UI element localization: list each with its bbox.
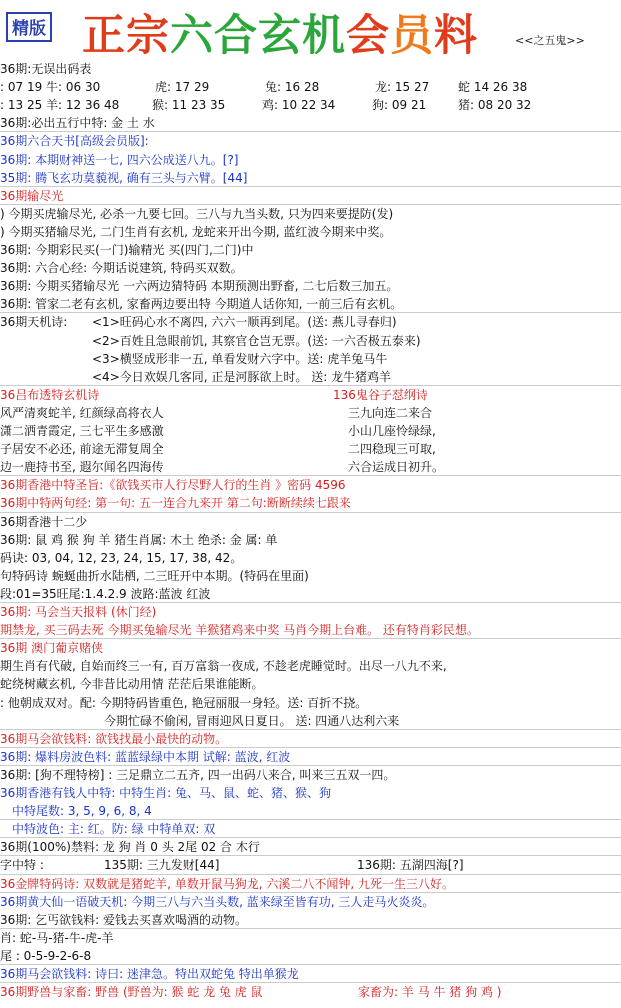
text-line [0,169,621,187]
text-segment: 中特波色: 主: 红。防: 绿 中特单双: 双 [12,822,216,837]
text-segment: 期禁龙, 买三码去死 今期买兔输尽光 羊猴猪鸡来中奖 马肖今期上台难。 还有特肖彩民想。 [0,623,479,638]
badge-label: 精版 [6,12,52,42]
text-line [0,386,621,404]
text-segment: 36期中特两句经: 第一句: 五一连合九来开 第二句:断断续续七跟来 [0,496,351,511]
text-line [0,404,621,422]
text-line [0,838,621,856]
text-line [0,78,621,96]
text-segment: 边一鹿持书至, 遐尔闻名四海传 [0,460,164,475]
text-line [0,259,621,277]
text-segment: <4>今日欢娱几客同, 正是河豚欲上时。 送: 龙牛猪鸡羊 [92,369,392,384]
text-segment: 鸡: 10 22 34 [262,98,336,113]
text-segment: 36期香港中特圣旨:《欲钱买市人行尽野人行的生肖 》密码 4596 [0,478,346,493]
text-line [0,494,621,512]
text-line [0,132,621,150]
text-segment: 句特码诗 蜿蜒曲折水陆栖, 二三旺开中本期。(特码在里面) [0,568,309,583]
divider [0,765,621,766]
text-segment: 36期: 马会当天报料 (休门经) [0,605,157,619]
text-line [0,875,621,893]
text-segment: 段:01=35旺尾:1.4.2.9 波路:蓝波 红波 [0,586,211,601]
text-line [0,440,621,458]
text-line [0,313,621,331]
divider [0,837,621,838]
title-char: 料 [434,11,478,61]
text-line [0,585,621,603]
text-segment: 36期: [狗不理特榜] : 三足鼎立二五齐, 四一出码八来合, 叫来三五双一四。 [0,767,396,782]
text-segment: 36期:必出五行中特: 金 土 水 [0,116,155,131]
text-line [0,675,621,693]
text-segment: 36期香港十二少 [0,514,88,529]
text-line [0,223,621,241]
text-line [0,187,621,205]
text-line [0,295,621,313]
text-segment: 36期天机诗: [0,315,68,330]
text-segment: 36期: 鼠 鸡 猴 狗 羊 猪生肖属: 木土 绝杀: 金 属: 单 [0,532,278,547]
text-segment: 尾 : 0-5-9-2-6-8 [0,948,92,963]
text-segment: 蛇 14 26 38 [458,80,528,95]
text-line [0,748,621,766]
divider [0,982,621,983]
text-line [0,368,621,386]
text-line [0,96,621,114]
text-segment: 子居安不必还, 前途无滞复周全 [0,442,164,457]
text-segment: 龙: 15 27 [375,80,430,95]
title-char: 正 [82,11,126,61]
text-segment: ) 今期买虎输尽光, 必杀一九要七回。三八与九当头数, 只为四来要提防(发) [0,206,394,221]
text-segment: 36期马会欲钱料: 欲钱找最小最快的动物。 [0,731,228,746]
divider [0,312,621,313]
text-segment: <3>横竖成形非一五, 单看发财六字中。送: 虎羊兔马牛 [92,351,388,366]
divider [0,874,621,875]
text-segment: : 13 25 羊: 12 36 48 [0,98,120,113]
text-line [0,241,621,259]
text-segment: 36期: 乞丐欲钱料: 爱钱去买喜欢喝酒的动物。 [0,912,247,927]
text-segment: 36期香港有钱人中特: 中特生肖: 兔、马、鼠、蛇、猪、猴、狗 [0,786,331,800]
text-line [0,802,621,820]
text-line [0,730,621,748]
text-line [0,820,621,838]
text-line [0,350,621,368]
text-segment: 期生肖有代破, 自始而终三一有, 百万富翁一夜成, 不趁老虎睡觉时。出尽一八九不来, [0,659,447,674]
text-segment: 35期: 腾飞玄功莫藐视, 确有三头与六臂。[44] [0,170,248,185]
text-line [0,911,621,929]
text-line [0,513,621,531]
text-segment: 36期: 今期彩民买(一门)输精光 买(四门,二门)中 [0,243,254,257]
text-segment: 36期黄大仙一语破天机: 今期三八与六当头数, 蓝来绿至皆有功, 三人走马火炎炎。 [0,894,435,909]
text-segment: 36期野兽与家畜: 野兽 (野兽为: 猴 蛇 龙 兔 虎 鼠 [0,985,263,1000]
text-line [0,603,621,621]
text-line [0,983,621,1001]
text-segment: 36期(100%)禁料: 龙 狗 肖 0 头 2尾 02 合 木行 [0,840,260,855]
divider [0,819,621,820]
text-segment: 中特尾数: 3, 5, 9, 6, 8, 4 [12,804,152,819]
divider [0,892,621,893]
text-line [0,893,621,911]
text-segment: 字中特 : [0,858,44,873]
text-line [0,712,621,730]
divider [0,855,621,856]
text-segment: 码诀: 03, 04, 12, 23, 24, 15, 17, 38, 42。 [0,550,243,565]
divider [0,204,621,205]
text-line [0,657,621,675]
text-segment: 三九向连二来合 [348,405,433,420]
title-char: 员 [390,11,434,61]
text-segment: 36期输尽光 [0,188,64,203]
text-line [0,422,621,440]
divider [0,964,621,965]
text-line [0,784,621,802]
text-segment: 虎: 17 29 [155,80,210,95]
text-segment: 狗: 09 21 [372,98,427,113]
divider [0,475,621,476]
divider [0,385,621,386]
text-segment: 36期马会欲钱料: 诗曰: 迷津急。特出双蛇兔 特出单猴龙 [0,967,299,981]
text-segment: 风严清爽蛇羊, 红颜绿高将衣人 [0,405,164,420]
text-line [0,60,621,78]
title-char: 合 [214,11,258,61]
text-line [0,458,621,476]
title-char: 玄 [258,11,302,61]
text-line [0,766,621,784]
text-line [0,114,621,132]
text-segment: ) 今期买猪输尽光, 二门生肖有玄机, 龙蛇来开出今期, 蓝红波今期来中奖。 [0,224,392,239]
text-segment: 36期: 今期买猪输尽光 一六两边猜特码 本期预测出野畜, 二七后数三加五。 [0,279,399,294]
text-segment: 36期:无误出码表 [0,62,92,76]
text-line [0,549,621,567]
divider [0,602,621,603]
text-segment: : 他朝成双对。配: 今期特码皆重色, 艳冠丽服一身轻。送: 百折不挠。 [0,695,368,710]
text-line [0,856,621,874]
author-label: <<之五鬼>> [515,34,585,47]
text-segment: 潇二洒青霞定, 三七平生多感激 [0,424,164,438]
divider [0,928,621,929]
text-segment: 蛇绕树藏玄机, 今非昔比动用情 茫茫后果谁能断。 [0,677,264,692]
text-segment: 136鬼谷子怼纲诗 [333,387,428,402]
title-char: 六 [170,11,214,61]
text-line [0,476,621,494]
text-segment: 36期: 爆料房波色料: 蓝蓝绿绿中本期 试解: 蓝波, 红波 [0,749,291,764]
text-segment: 二四稳现三可取, [348,442,436,457]
text-line [0,947,621,965]
text-segment: 家畜为: 羊 马 牛 猪 狗 鸡 ) [358,985,502,1000]
title-char: 会 [346,11,390,61]
divider [0,512,621,513]
text-segment: 135期: 三九发财[44] [104,858,220,873]
text-segment: 36期六合天书[高级会员版]: [0,134,149,149]
text-line [0,965,621,983]
text-segment: 36期 澳门葡京赌侠 [0,641,104,656]
text-segment: 36期: 本期财神送一七, 四六公成送八九。[?] [0,152,239,167]
text-line [0,531,621,549]
text-segment: : 07 19 牛: 06 30 [0,80,101,95]
text-segment: <2>百姓且急眼前饥, 其察官仓岂无票。(送: 一六否极五泰来) [92,333,421,348]
divider [0,747,621,748]
title-char: 机 [302,11,346,61]
text-line [0,639,621,657]
text-line [0,277,621,295]
page-title [82,2,478,63]
text-line [0,694,621,712]
text-segment: 猪: 08 20 32 [458,98,532,113]
text-line [0,151,621,169]
text-line [0,205,621,223]
text-segment: 136期: 五湖四海[?] [357,858,464,873]
text-segment: 肖: 蛇-马-猪-牛-虎-羊 [0,930,114,945]
divider [0,638,621,639]
text-segment: 六合运成日初升。 [348,460,445,475]
text-segment: 36吕布透特玄机诗 [0,387,100,402]
divider [0,186,621,187]
text-segment: 36金牌特码诗: 双数就是猪蛇羊, 单数开鼠马狗龙, 六溪二八不闻钟, 九死一生三八好。 [0,876,455,891]
text-segment: 小山几座怜绿绿, [348,424,436,438]
text-segment: <1>旺码心水不离四, 六六一顺再到尾。(送: 燕儿寻春归) [92,315,397,330]
divider [0,729,621,730]
text-line [0,332,621,350]
text-segment: 36期: 六合心经: 今期话说建筑, 特码买双数。 [0,261,243,276]
text-segment: 今期忙碌不偷闲, 冒雨迎风日夏日。 送: 四通八达利六来 [104,713,400,728]
text-line [0,621,621,639]
title-char: 宗 [126,11,170,61]
text-segment: 兔: 16 28 [265,80,320,95]
text-segment: 猴: 11 23 35 [152,98,226,113]
text-line [0,567,621,585]
text-segment: 36期: 管家二老有玄机, 家畜两边要出特 今期道人话你知, 一前三后有玄机。 [0,297,403,312]
divider [0,131,621,132]
text-line [0,929,621,947]
